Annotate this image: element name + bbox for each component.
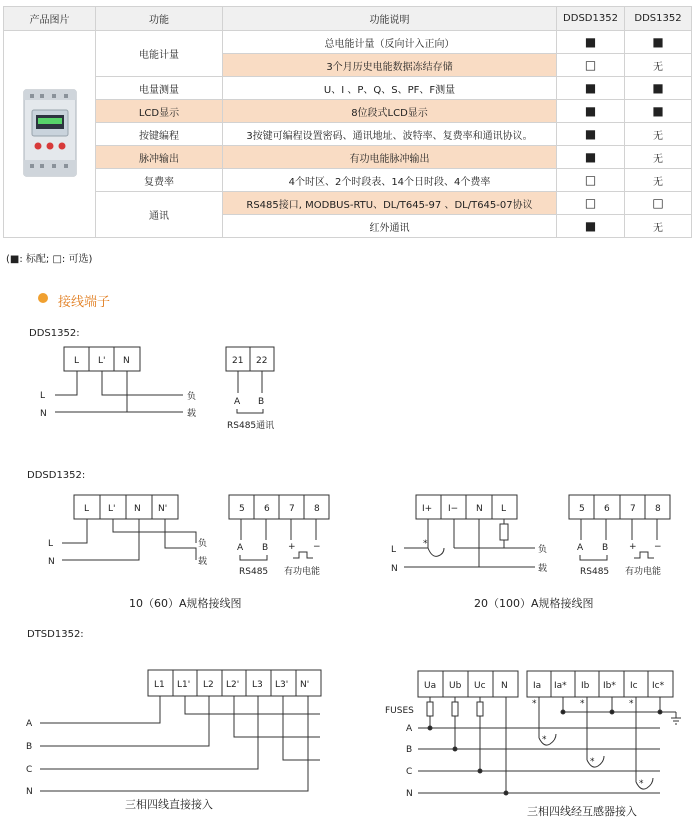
phase-label: C bbox=[26, 765, 33, 775]
dds-mark: □ bbox=[625, 192, 692, 215]
pulse-label: 有功电能 bbox=[284, 567, 321, 577]
rs485-label: RS485 bbox=[239, 567, 269, 577]
terminal-label: L bbox=[501, 504, 507, 514]
line-label: L bbox=[40, 391, 46, 401]
func-cell: 电量测量 bbox=[96, 77, 223, 100]
desc-cell: RS485接口, MODBUS-RTU、DL/T645-97 、DL/T645-07协议 bbox=[223, 192, 557, 215]
terminal-label: N bbox=[501, 681, 508, 691]
bus-label: A bbox=[234, 397, 241, 407]
phase-label: N bbox=[406, 789, 413, 799]
polarity-label: + bbox=[629, 542, 637, 552]
terminal-label: N bbox=[123, 356, 130, 366]
polarity-star: * bbox=[423, 539, 428, 549]
terminal-label: Uc bbox=[474, 681, 486, 691]
terminal-label: N' bbox=[300, 680, 310, 690]
fuse-icon bbox=[452, 702, 458, 716]
rs485-label: RS485 bbox=[580, 567, 610, 577]
dds-mark: 无 bbox=[625, 54, 692, 77]
diagram-caption: 三相四线经互感器接入 bbox=[527, 805, 637, 818]
dds-mark: ■ bbox=[625, 100, 692, 123]
terminal-label: L3' bbox=[275, 680, 289, 690]
terminal-label: I+ bbox=[422, 504, 433, 514]
bus-label: B bbox=[262, 543, 269, 553]
legend-note: (■: 标配; □: 可选) bbox=[6, 254, 93, 265]
model-label: DDS1352: bbox=[29, 328, 80, 339]
dtsd1352-direct-diagram bbox=[26, 670, 321, 797]
terminal-label: 7 bbox=[289, 504, 295, 514]
phase-label: A bbox=[406, 724, 413, 734]
terminal-label: 7 bbox=[630, 504, 636, 514]
terminal-label: 8 bbox=[314, 504, 320, 514]
diagram-caption: 10（60）A规格接线图 bbox=[129, 597, 242, 610]
terminal-label: 5 bbox=[239, 504, 245, 514]
terminal-label: L bbox=[84, 504, 90, 514]
header-cell: DDSD1352 bbox=[557, 7, 625, 31]
fuse-icon bbox=[477, 702, 483, 716]
terminal-label: Ic* bbox=[652, 681, 665, 691]
terminal-label: L1' bbox=[177, 680, 191, 690]
desc-cell: 总电能计量（反向计入正向） bbox=[223, 31, 557, 54]
terminal-label: L2 bbox=[203, 680, 214, 690]
terminal-label: L1 bbox=[154, 680, 165, 690]
phase-label: A bbox=[26, 719, 33, 729]
dds-mark: 无 bbox=[625, 146, 692, 169]
dds-mark: 无 bbox=[625, 169, 692, 192]
load-label: 载 bbox=[538, 564, 548, 574]
terminal-label: L bbox=[74, 356, 80, 366]
pulse-icon bbox=[293, 552, 313, 558]
polarity-star: * bbox=[590, 757, 595, 767]
section-title-text: 接线端子 bbox=[58, 295, 111, 310]
terminal-label: L' bbox=[108, 504, 116, 514]
terminal-label: Ua bbox=[424, 681, 437, 691]
bus-label: A bbox=[237, 543, 244, 553]
terminal-label: N' bbox=[158, 504, 168, 514]
line-label: N bbox=[40, 409, 47, 419]
terminal-label: 22 bbox=[256, 356, 268, 366]
polarity-star: * bbox=[542, 735, 547, 745]
header-cell: DDS1352 bbox=[625, 7, 692, 31]
header-cell: 功能 bbox=[96, 7, 223, 31]
load-label: 负 bbox=[538, 545, 548, 555]
terminal-label: N bbox=[134, 504, 141, 514]
header-cell: 功能说明 bbox=[223, 7, 557, 31]
line-label: L bbox=[391, 545, 397, 555]
ddsd1352-right-diagram bbox=[391, 495, 670, 577]
ddsd-mark: ■ bbox=[557, 100, 625, 123]
terminal-label: N bbox=[476, 504, 483, 514]
fuse-icon bbox=[427, 702, 433, 716]
terminal-label: 6 bbox=[264, 504, 270, 514]
dds-mark: ■ bbox=[625, 31, 692, 54]
diagram-caption: 20（100）A规格接线图 bbox=[474, 597, 594, 610]
ddsd-mark: ■ bbox=[557, 31, 625, 54]
load-label: 负 bbox=[198, 539, 208, 549]
terminal-label: Ia bbox=[533, 681, 542, 691]
polarity-label: − bbox=[654, 542, 662, 552]
dds-mark: ■ bbox=[625, 77, 692, 100]
polarity-label: + bbox=[288, 542, 296, 552]
dds-mark: 无 bbox=[625, 215, 692, 238]
pulse-icon bbox=[634, 552, 654, 558]
ddsd-mark: ■ bbox=[557, 77, 625, 100]
func-cell: 复费率 bbox=[96, 169, 223, 192]
polarity-star: * bbox=[532, 699, 537, 709]
phase-label: B bbox=[26, 742, 33, 752]
func-cell: 通讯 bbox=[96, 192, 223, 238]
model-label: DTSD1352: bbox=[27, 629, 84, 640]
phase-label: N bbox=[26, 787, 33, 797]
load-label: 载 bbox=[187, 409, 197, 419]
polarity-star: * bbox=[580, 699, 585, 709]
line-label: N bbox=[48, 557, 55, 567]
dds1352-diagram bbox=[29, 328, 274, 431]
ddsd1352-left-diagram bbox=[48, 495, 329, 577]
polarity-star: * bbox=[639, 779, 644, 789]
dds-mark: 无 bbox=[625, 123, 692, 146]
diagram-caption: 三相四线直接接入 bbox=[125, 798, 213, 811]
phase-label: C bbox=[406, 767, 413, 777]
terminal-label: 8 bbox=[655, 504, 661, 514]
pulse-label: 有功电能 bbox=[625, 567, 662, 577]
ddsd-mark: □ bbox=[557, 192, 625, 215]
line-label: L bbox=[48, 539, 54, 549]
bus-label: B bbox=[602, 543, 609, 553]
func-cell: 电能计量 bbox=[96, 31, 223, 77]
desc-cell: 有功电能脉冲输出 bbox=[223, 146, 557, 169]
terminal-label: L3 bbox=[252, 680, 263, 690]
terminal-label: L' bbox=[98, 356, 106, 366]
rs485-caption: RS485通讯 bbox=[227, 421, 275, 431]
terminal-label: I− bbox=[448, 504, 459, 514]
fuse-icon bbox=[500, 524, 508, 540]
terminal-label: 6 bbox=[604, 504, 610, 514]
desc-cell: 红外通讯 bbox=[223, 215, 557, 238]
terminal-label: 21 bbox=[232, 356, 244, 366]
line-label: N bbox=[391, 564, 398, 574]
header-cell: 产品图片 bbox=[4, 7, 96, 31]
ddsd-mark: ■ bbox=[557, 123, 625, 146]
terminal-label: Ic bbox=[630, 681, 638, 691]
ddsd-mark: □ bbox=[557, 169, 625, 192]
desc-cell: 8位段式LCD显示 bbox=[223, 100, 557, 123]
terminal-label: L2' bbox=[226, 680, 240, 690]
terminal-label: 5 bbox=[579, 504, 585, 514]
func-cell: 按键编程 bbox=[96, 123, 223, 146]
polarity-star: * bbox=[629, 699, 634, 709]
terminal-label: Ia* bbox=[554, 681, 567, 691]
bus-label: A bbox=[577, 543, 584, 553]
desc-cell: 3个月历史电能数据冻结存储 bbox=[223, 54, 557, 77]
dtsd1352-ct-diagram bbox=[385, 671, 681, 799]
polarity-label: − bbox=[313, 542, 321, 552]
terminal-label: Ib* bbox=[603, 681, 616, 691]
ddsd-mark: ■ bbox=[557, 215, 625, 238]
ddsd-mark: ■ bbox=[557, 146, 625, 169]
ddsd-mark: □ bbox=[557, 54, 625, 77]
load-label: 载 bbox=[198, 557, 208, 567]
load-label: 负 bbox=[187, 392, 197, 402]
desc-cell: 3按键可编程设置密码、通讯地址、波特率、复费率和通讯协议。 bbox=[223, 123, 557, 146]
desc-cell: U、I 、P、Q、S、PF、F测量 bbox=[223, 77, 557, 100]
terminal-label: Ub bbox=[449, 681, 462, 691]
phase-label: B bbox=[406, 745, 413, 755]
bus-label: B bbox=[258, 397, 265, 407]
desc-cell: 4个时区、2个时段表、14个日时段、4个费率 bbox=[223, 169, 557, 192]
terminal-label: Ib bbox=[581, 681, 590, 691]
fuses-label: FUSES bbox=[385, 706, 414, 716]
model-label: DDSD1352: bbox=[27, 470, 86, 481]
func-cell: LCD显示 bbox=[96, 100, 223, 123]
func-cell: 脉冲输出 bbox=[96, 146, 223, 169]
